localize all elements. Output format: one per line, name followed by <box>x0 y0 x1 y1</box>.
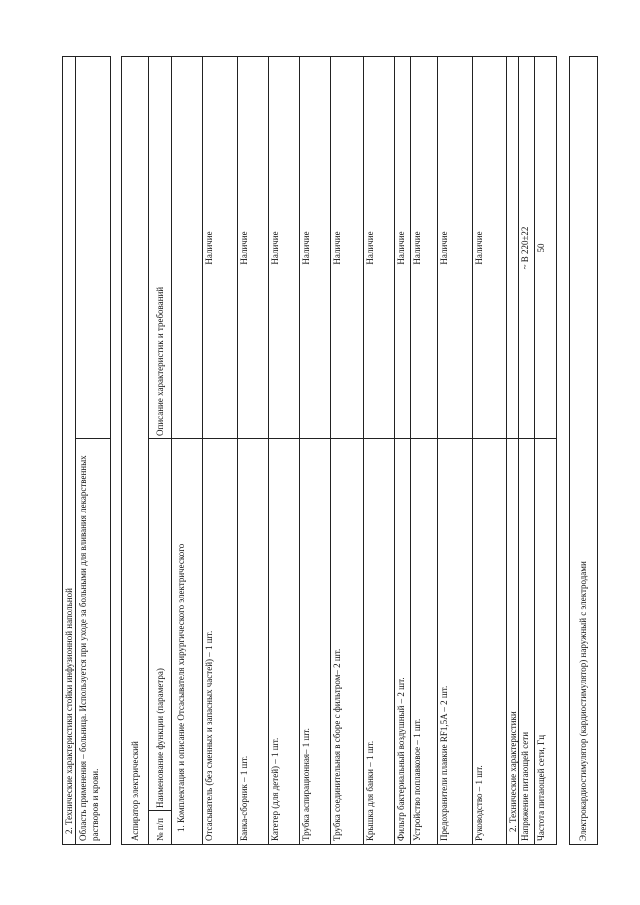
table-row <box>268 57 299 844</box>
header-num: № п/п <box>155 818 165 841</box>
section1-title: 1. Комплектация и описание Отсасывателя хирургического электрического <box>176 543 186 832</box>
row-value: Наличие <box>474 231 484 265</box>
row-name: Отсасыватель (без сменных и запасных частей) – 1 шт. <box>204 630 214 841</box>
row-name: Катетер (для детей) – 1 шт. <box>270 737 280 841</box>
table-row <box>394 57 410 844</box>
row-value: Наличие <box>439 231 449 265</box>
row-value: Наличие <box>270 231 280 265</box>
column-divider <box>76 438 111 439</box>
row-value: Наличие <box>396 231 406 265</box>
row-value: Наличие <box>301 231 311 265</box>
tech-name: Частота питающей сети, Гц <box>536 734 546 841</box>
row-value: Наличие <box>412 231 422 265</box>
section1-row <box>171 57 202 844</box>
row-name: Банка-сборник – 1 шт. <box>239 755 249 841</box>
header-name: Наименование функции (параметра) <box>155 668 165 808</box>
stand-heading: 2. Технические характеристики стойки инфузионной напольной <box>64 588 74 834</box>
tech-value: ~ В 220±22 <box>520 226 530 270</box>
tech-value: 50 <box>536 243 546 253</box>
row-value: Наличие <box>204 231 214 265</box>
stand-table <box>62 56 111 845</box>
table-row <box>534 57 557 844</box>
stand-area-text: Область применения – больница. Используется при уходе за больными для вливания лекарственных растворов и крови. <box>78 455 100 841</box>
aspirator-title-row <box>122 57 148 844</box>
table-row <box>518 57 534 844</box>
table-row <box>363 57 394 844</box>
table-row <box>437 57 472 844</box>
row-value: Наличие <box>239 231 249 265</box>
row-value: Наличие <box>365 231 375 265</box>
table-row <box>237 57 268 844</box>
row-name: Трубка аспирационная– 1 шт. <box>301 728 311 841</box>
row-name: Крышка для банки – 1 шт. <box>365 740 375 841</box>
table-row <box>202 57 237 844</box>
header-desc: Описание характеристик и требований <box>155 286 165 436</box>
row-name: Руководство – 1 шт. <box>474 765 484 841</box>
aspirator-table <box>121 56 557 845</box>
row-name: Трубка соединительная в сборе с фильтром– 2 шт. <box>332 648 342 841</box>
aspirator-title: Аспиратор электрический <box>130 741 140 841</box>
stand-area-row <box>75 57 111 844</box>
row-name: Предохранители плавкие RF1,5A – 2 шт. <box>439 685 449 841</box>
section2-row <box>506 57 518 844</box>
column-divider <box>172 438 202 439</box>
header-row <box>148 57 171 844</box>
row-name: Фильтр бактериальный воздушный – 2 шт. <box>396 677 406 841</box>
row-value: Наличие <box>332 231 342 265</box>
tech-name: Напряжение питающей сети <box>520 731 530 841</box>
pacemaker-title: Электрокардиостимулятор (кардиостимулятор) наружный с электродами <box>578 561 588 841</box>
column-divider <box>507 438 518 439</box>
pacemaker-table <box>569 56 598 845</box>
table-row <box>472 57 506 844</box>
table-row <box>410 57 437 844</box>
stand-heading-row <box>63 57 75 844</box>
table-row <box>299 57 330 844</box>
section2-title: 2. Технические характеристики <box>508 711 518 832</box>
table-row <box>330 57 363 844</box>
row-name: Устройство поплавковое – 1 шт. <box>412 718 422 841</box>
